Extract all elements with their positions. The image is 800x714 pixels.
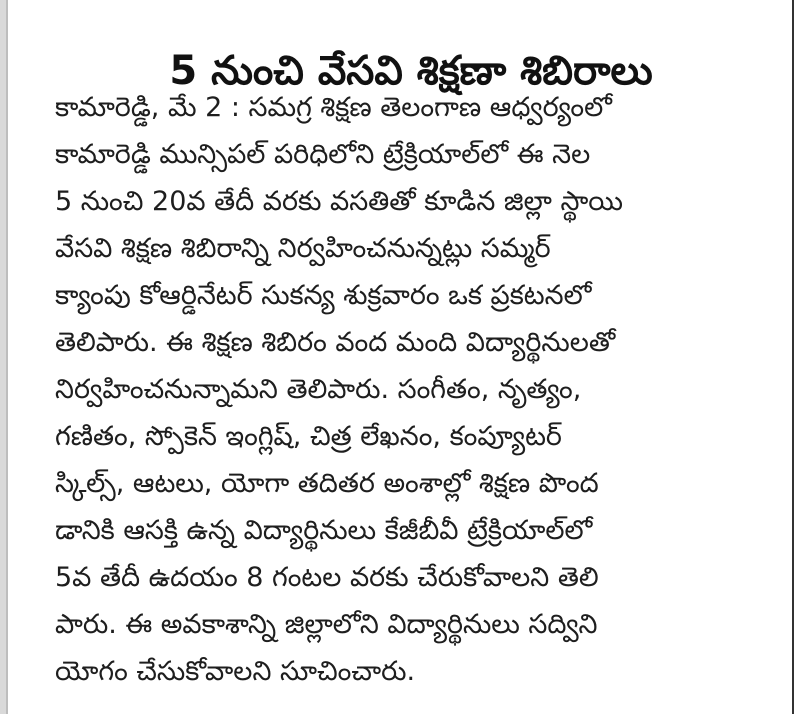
article-body [55,84,785,695]
article-line: స్కిల్స్, ఆటలు, యోగా తదితర అంశాల్లో శిక్షణ పొంద [55,468,599,499]
left-column-rule [0,0,8,714]
article-line: క్యాంపు కోఆర్డినేటర్ సుకన్య శుక్రవారం ఒక ప్రకటనలో [55,280,592,311]
right-column-rule [792,0,794,714]
article-line: 5వ తేదీ ఉదయం 8 గంటల వరకు చేరుకోవాలని తెలి [55,562,599,593]
article-line: డానికి ఆసక్తి ఉన్న విద్యార్థినులు కేజీబీవీ ట్రేక్రియాల్‌లో [55,515,593,546]
article-line: కామారెడ్డి, మే 2 : సమగ్ర శిక్షణ తెలంగాణ ఆధ్వర్యంలో [55,92,612,123]
article-line: నిర్వహించనున్నామని తెలిపారు. సంగీతం, నృత్యం, [55,374,582,405]
article-line: గణితం, స్పోకెన్ ఇంగ్లిష్, చిత్ర లేఖనం, కంప్యూటర్ [55,421,562,452]
article-headline: 5 నుంచి వేసవి శిక్షణా శిబిరాలు [169,47,653,94]
article-line: కామారెడ్డి మున్సిపల్ పరిధిలోని ట్రేక్రియాల్‌లో ఈ నెల [55,139,591,170]
article-line: యోగం చేసుకోవాలని సూచించారు. [55,656,416,687]
article-line: తెలిపారు. ఈ శిక్షణ శిబిరం వంద మంది విద్యార్థినులతో [55,327,616,358]
article-line: పారు. ఈ అవకాశాన్ని జిల్లాలోని విద్యార్థినులు సద్విని [55,609,598,640]
article-line: వేసవి శిక్షణ శిబిరాన్ని నిర్వహించనున్నట్లు సమ్మర్ [55,233,551,264]
article-line: 5 నుంచి 20వ తేదీ వరకు వసతితో కూడిన జిల్లా స్థాయి [55,186,624,217]
